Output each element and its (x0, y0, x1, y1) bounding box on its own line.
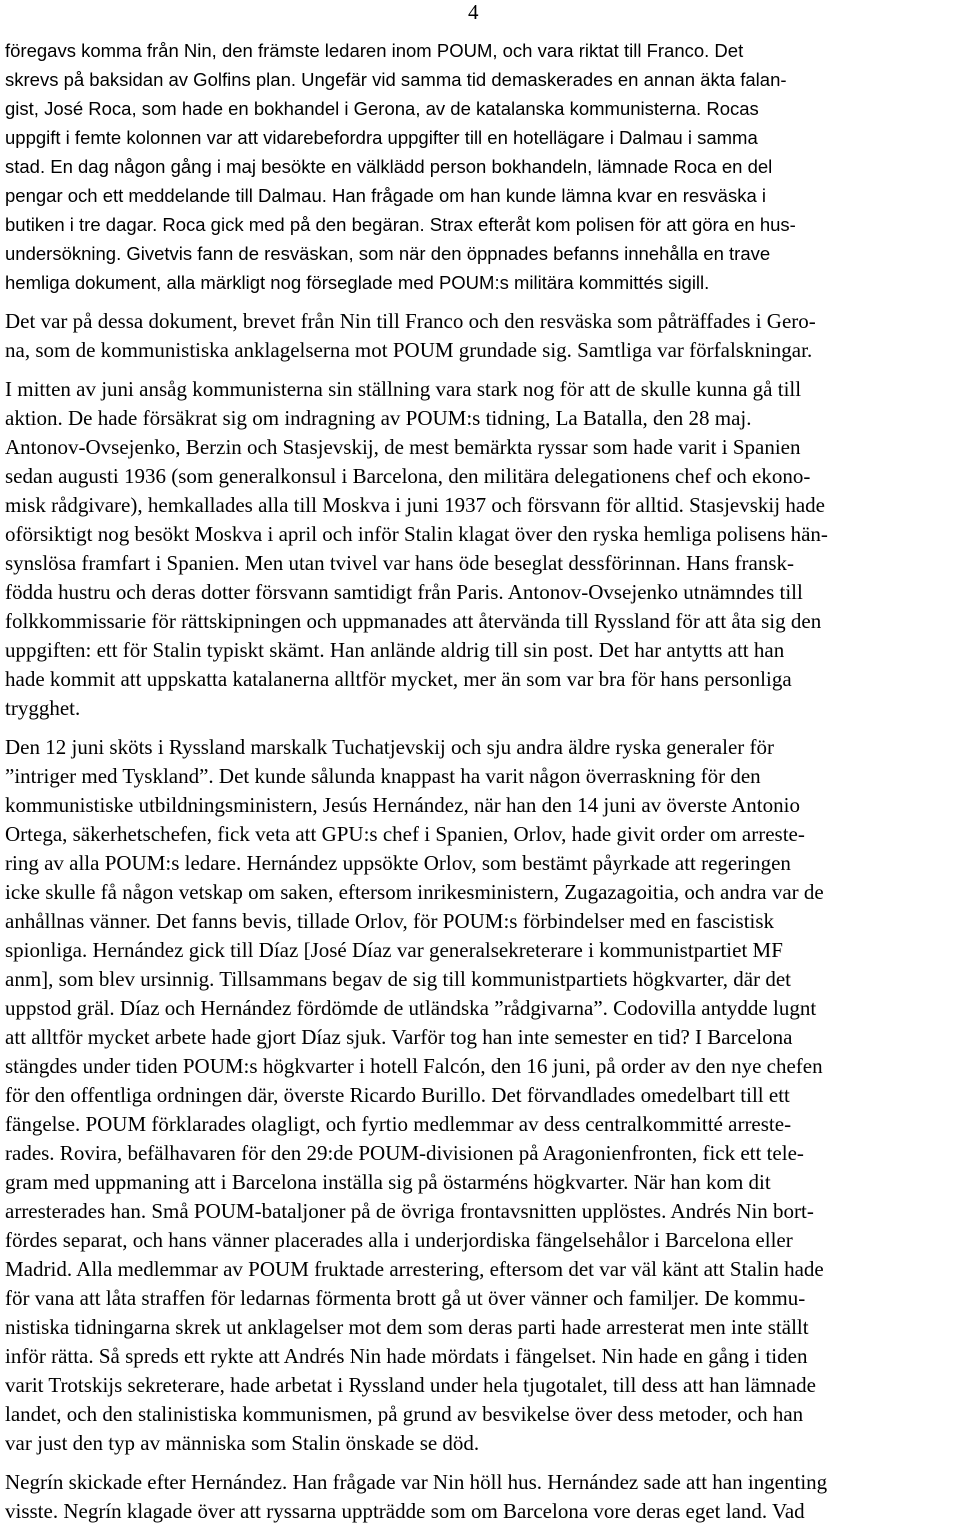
text-line: hemliga dokument, alla märkligt nog förseglade med POUM:s militära kommittés sigill. (5, 272, 710, 293)
paragraph-1 (5, 36, 955, 297)
text-line: föregavs komma från Nin, den främste ledaren inom POUM, och vara riktat till Franco. Det (5, 40, 744, 61)
text-line: uppgiften: ett för Stalin typiskt skämt. Han anlände aldrig till sin post. Det har antytts att han (5, 638, 785, 662)
text-line: I mitten av juni ansåg kommunisterna sin ställning vara stark nog för att de skulle kunna gå till (5, 377, 802, 401)
paragraph-2 (5, 307, 955, 365)
page-number: 4 (468, 0, 479, 24)
text-line: skrevs på baksidan av Golfins plan. Ungefär vid samma tid demaskerades en annan äkta falan- (5, 69, 787, 90)
text-line: misk rådgivare), hemkallades alla till Moskva i juni 1937 och försvann för alltid. Stasjevskij hade (5, 493, 825, 517)
text-line: för den offentliga ordningen där, överste Ricardo Burillo. Det förvandlades omedelbart till ett (5, 1083, 790, 1107)
paragraph-3 (5, 375, 955, 723)
text-line: landet, och den stalinistiska kommunismen, på grund av besvikelse över dess metoder, och han (5, 1402, 804, 1426)
text-line: folkkommissarie för rättskipningen och uppmanades att återvända till Ryssland för att åta sig den (5, 609, 822, 633)
text-line: kommunistiske utbildningsministern, Jesús Hernández, när han den 14 juni av överste Antonio (5, 793, 800, 817)
text-line: fördes separat, och hans vänner placerades alla i underjordiska fängelsehålor i Barcelona eller (5, 1228, 793, 1252)
text-line: spionliga. Hernández gick till Díaz [José Díaz var generalsekreterare i kommunistpartiet MF (5, 938, 783, 962)
text-line: rades. Rovira, befälhavaren för den 29:de POUM-divisionen på Aragonienfronten, fick ett tele- (5, 1141, 804, 1165)
text-line: gram med uppmaning att i Barcelona inställa sig på östarméns högkvarter. När han kom dit (5, 1170, 771, 1194)
text-line: Det var på dessa dokument, brevet från Nin till Franco och den resväska som påträffades i Gero- (5, 309, 816, 333)
text-line: visste. Negrín klagade över att ryssarna uppträdde som om Barcelona vore deras eget land. Vad (5, 1499, 805, 1523)
text-line: att alltför mycket arbete hade gjort Díaz sjuk. Varför tog han inte semester en tid? I Barcelona (5, 1025, 793, 1049)
text-line: fängelse. POUM förklarades olagligt, och fyrtio medlemmar av dess centralkommitté arreste- (5, 1112, 792, 1136)
text-line: inför rätta. Så spreds ett rykte att Andrés Nin hade mördats i fängelset. Nin hade en gång i tiden (5, 1344, 808, 1368)
document-body (5, 36, 955, 1526)
text-line: Madrid. Alla medlemmar av POUM fruktade arrestering, eftersom det var väl känt att Stalin hade (5, 1257, 824, 1281)
text-line: ”intriger med Tyskland”. Det kunde sålunda knappast ha varit någon överraskning för den (5, 764, 761, 788)
text-line: Ortega, säkerhetschefen, fick veta att GPU:s chef i Spanien, Orlov, hade givit order om arreste- (5, 822, 805, 846)
text-line: ring av alla POUM:s ledare. Hernández uppsökte Orlov, som bestämt påyrkade att regeringen (5, 851, 791, 875)
text-line: varit Trotskijs sekreterare, hade arbetat i Ryssland under hela tjugotalet, till dess att han lämnade (5, 1373, 816, 1397)
text-line: uppstod gräl. Díaz och Hernández fördömde de utländska ”rådgivarna”. Codovilla antydde lugnt (5, 996, 817, 1020)
text-line: var just den typ av människa som Stalin önskade se död. (5, 1431, 480, 1455)
text-line: anm], som blev ursinnig. Tillsammans begav de sig till kommunistpartiets högkvarter, där det (5, 967, 791, 991)
text-line: anhållnas vänner. Det fanns bevis, tillade Orlov, för POUM:s förbindelser med en fascistisk (5, 909, 775, 933)
text-line: butiken i tre dagar. Roca gick med på den begäran. Strax efteråt kom polisen för att göra en hus- (5, 214, 796, 235)
text-line: sedan augusti 1936 (som generalkonsul i Barcelona, den militära delegationens chef och ekono- (5, 464, 811, 488)
text-line: hade kommit att uppskatta katalanerna alltför mycket, mer än som var bra för hans personliga (5, 667, 792, 691)
text-line: trygghet. (5, 696, 81, 720)
paragraph-5 (5, 1468, 955, 1526)
text-line: nistiska tidningarna skrek ut anklagelser mot dem som deras parti hade arresterat men inte ställt (5, 1315, 809, 1339)
text-line: aktion. De hade försäkrat sig om indragning av POUM:s tidning, La Batalla, den 28 maj. (5, 406, 752, 430)
text-line: Negrín skickade efter Hernández. Han frågade var Nin höll hus. Hernández sade att han ingenting (5, 1470, 828, 1494)
paragraph-4 (5, 733, 955, 1458)
text-line: na, som de kommunistiska anklagelserna mot POUM grundade sig. Samtliga var förfalskningar. (5, 338, 813, 362)
text-line: födda hustru och deras dotter försvann samtidigt från Paris. Antonov-Ovsejenko utnämndes till (5, 580, 803, 604)
text-line: Den 12 juni sköts i Ryssland marskalk Tuchatjevskij och sju andra äldre ryska generaler för (5, 735, 775, 759)
text-line: pengar och ett meddelande till Dalmau. Han frågade om han kunde lämna kvar en resväska i (5, 185, 766, 206)
text-line: synslösa framfart i Spanien. Men utan tvivel var hans öde beseglat dessförinnan. Hans fransk- (5, 551, 795, 575)
text-line: Antonov-Ovsejenko, Berzin och Stasjevskij, de mest bemärkta ryssar som hade varit i Spanien (5, 435, 801, 459)
text-line: oförsiktigt nog besökt Moskva i april och inför Stalin klagat över den ryska hemliga polisens hän- (5, 522, 828, 546)
text-line: uppgift i femte kolonnen var att vidarebefordra uppgifter till en hotellägare i Dalmau i samma (5, 127, 758, 148)
text-line: gist, José Roca, som hade en bokhandel i Gerona, av de katalanska kommunisterna. Rocas (5, 98, 759, 119)
text-line: icke skulle få någon vetskap om saken, eftersom inrikesministern, Zugazagoitia, och andra var de (5, 880, 824, 904)
text-line: stängdes under tiden POUM:s högkvarter i hotell Falcón, den 16 juni, på order av den nye chefen (5, 1054, 823, 1078)
text-line: stad. En dag någon gång i maj besökte en välklädd person bokhandeln, lämnade Roca en del (5, 156, 773, 177)
text-line: arresterades han. Små POUM-bataljoner på de övriga frontavsnitten upplöstes. Andrés Nin bort- (5, 1199, 814, 1223)
text-line: undersökning. Givetvis fann de resväskan, som när den öppnades befanns innehålla en trave (5, 243, 771, 264)
text-line: för vana att låta straffen för ledarnas förmenta brott gå ut över vänner och familjer. De kommu- (5, 1286, 806, 1310)
